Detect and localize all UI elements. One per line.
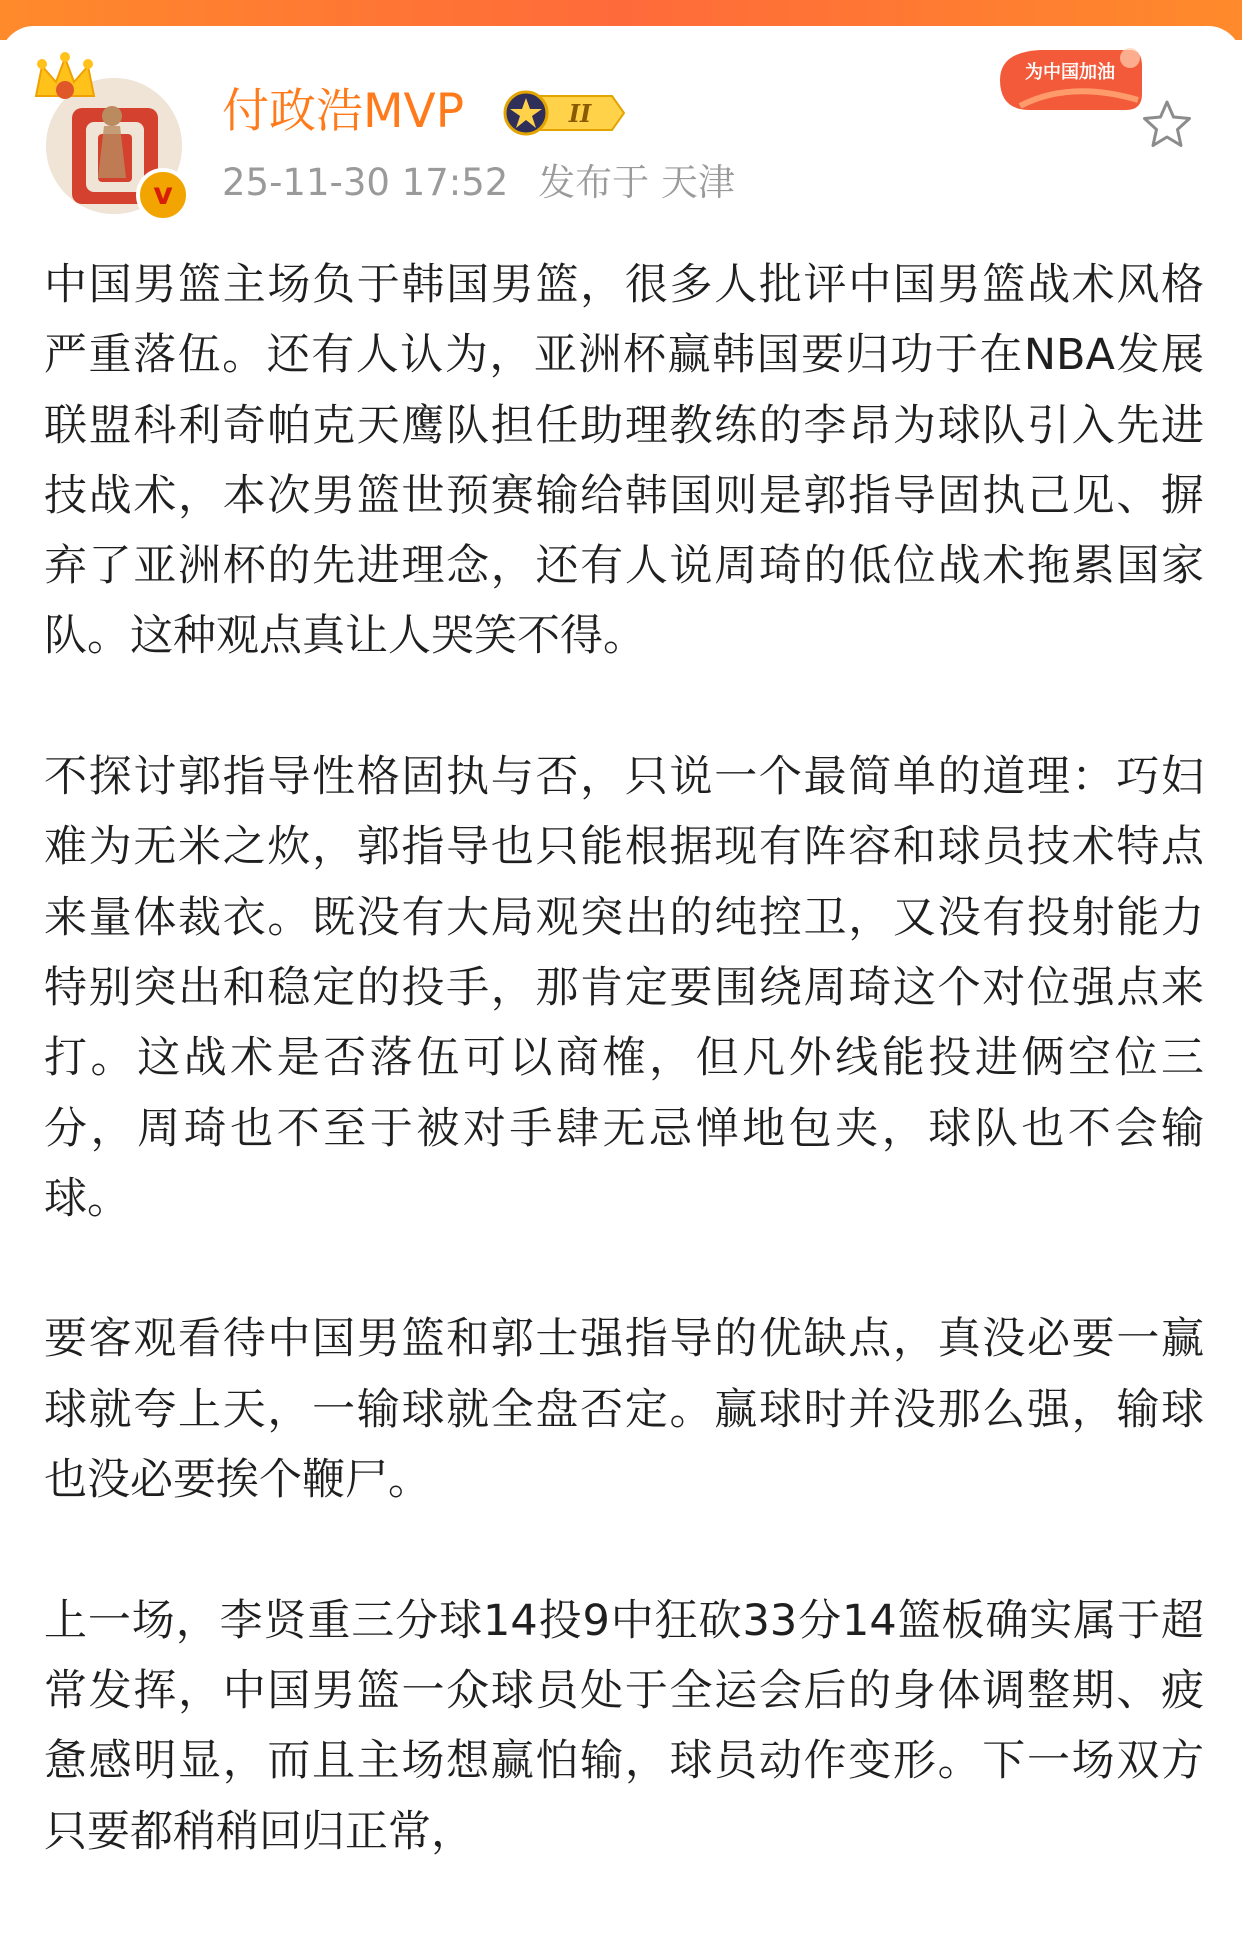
post-paragraph-3: 要客观看待中国男篮和郭士强指导的优缺点，真没必要一赢球就夸上天，一输球就全盘否定。赢球时并没那么强，输球也没必要挨个鞭尸。 bbox=[44, 1314, 1204, 1506]
post-meta bbox=[222, 158, 753, 208]
vip-level-text: II bbox=[568, 99, 592, 128]
post-body bbox=[44, 250, 1204, 1937]
post-paragraph-1: 中国男篮主场负于韩国男篮，很多人批评中国男篮战术风格严重落伍。还有人认为，亚洲杯赢韩国要归功于在NBA发展联盟科利奇帕克天鹰队担任助理教练的李昂为球队引入先进技战术，本次男篮世预赛输给韩国则是郭指导固执己见、摒弃了亚洲杯的先进理念，还有人说周琦的低位战术拖累国家队。这种观点真让人哭笑不得。 bbox=[44, 260, 1204, 662]
cheer-badge[interactable] bbox=[990, 40, 1150, 120]
post-paragraph-4: 上一场，李贤重三分球14投9中狂砍33分14篮板确实属于超常发挥，中国男篮一众球员处于全运会后的身体调整期、疲惫感明显，而且主场想赢怕输，球员动作变形。下一场双方只要都稍稍回归正常， bbox=[44, 1595, 1204, 1857]
vip-level-badge[interactable] bbox=[500, 88, 630, 138]
cheer-badge-text: 为中国加油 bbox=[1025, 62, 1115, 83]
star-outline-icon[interactable] bbox=[1138, 96, 1196, 154]
post-location: 发布于 天津 bbox=[538, 161, 735, 204]
author-name[interactable]: 付政浩MVP bbox=[222, 84, 465, 139]
verified-v-icon: v bbox=[136, 168, 190, 222]
post-paragraph-2: 不探讨郭指导性格固执与否，只说一个最简单的道理：巧妇难为无米之炊，郭指导也只能根据现有阵容和球员技术特点来量体裁衣。既没有大局观突出的纯控卫，又没有投射能力特别突出和稳定的投手，那肯定要围绕周琦这个对位强点来打。这战术是否落伍可以商榷，但凡外线能投进俩空位三分，周琦也不至于被对手肆无忌惮地包夹，球队也不会输球。 bbox=[44, 752, 1204, 1224]
crown-icon bbox=[30, 52, 100, 112]
post-timestamp: 25-11-30 17:52 bbox=[222, 161, 509, 204]
